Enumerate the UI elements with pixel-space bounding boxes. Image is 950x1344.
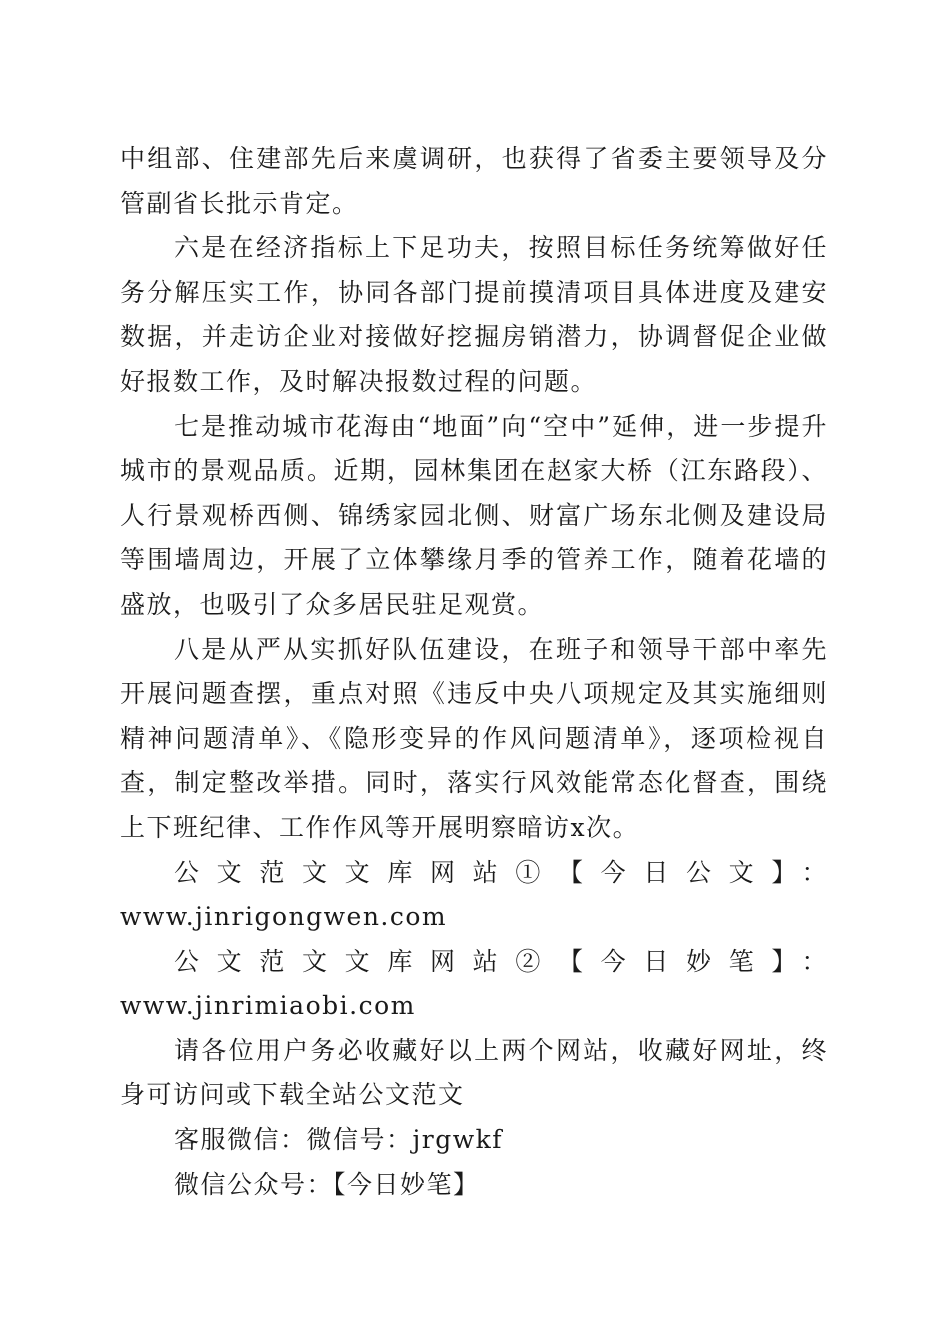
paragraph-item-six: 六是在经济指标上下足功夫，按照目标任务统筹做好任务分解压实工作，协同各部门提前摸清项目具体进度及建安数据，并走访企业对接做好挖掘房销潜力，协调督促企业做好报数工作，及时解决报数过程的问题。 — [120, 233, 828, 396]
paragraph-item-eight: 八是从严从实抓好队伍建设，在班子和领导干部中率先开展问题查摆，重点对照《违反中央八项规定及其实施细则精神问题清单》、《隐形变异的作风问题清单》，逐项检视自查，制定整改举措。同时，落实行风效能常态化督查，围绕上下班纪律、工作作风等开展明察暗访x次。 — [120, 634, 828, 842]
footer-notice: 请各位用户务必收藏好以上两个网站，收藏好网址，终身可访问或下载全站公文范文 — [120, 1035, 828, 1110]
footer-site2-line: 公文范文文库网站②【今日妙笔】：www.jinrimiaobi.com — [120, 946, 828, 1021]
paragraph-continuation: 中组部、住建部先后来虞调研，也获得了省委主要领导及分管副省长批示肯定。 — [120, 144, 828, 218]
paragraph-item-seven: 七是推动城市花海由“地面”向“空中”延伸，进一步提升城市的景观品质。近期，园林集团在赵家大桥（江东路段）、人行景观桥西侧、锦绣家园北侧、财富广场东北侧及建设局等围墙周边，开展了立体攀缘月季的管养工作，随着花墙的盛放，也吸引了众多居民驻足观赏。 — [120, 411, 828, 619]
document-page — [120, 137, 828, 1207]
footer-customer-service: 客服微信：微信号：jrgwkf — [174, 1125, 504, 1155]
footer-site1-url: www.jinrigongwen.com — [120, 902, 448, 932]
footer-site1-label: 公文范文文库网站①【今日公文】： — [174, 857, 828, 887]
footer-official-account: 微信公众号：【今日妙笔】 — [174, 1169, 480, 1199]
